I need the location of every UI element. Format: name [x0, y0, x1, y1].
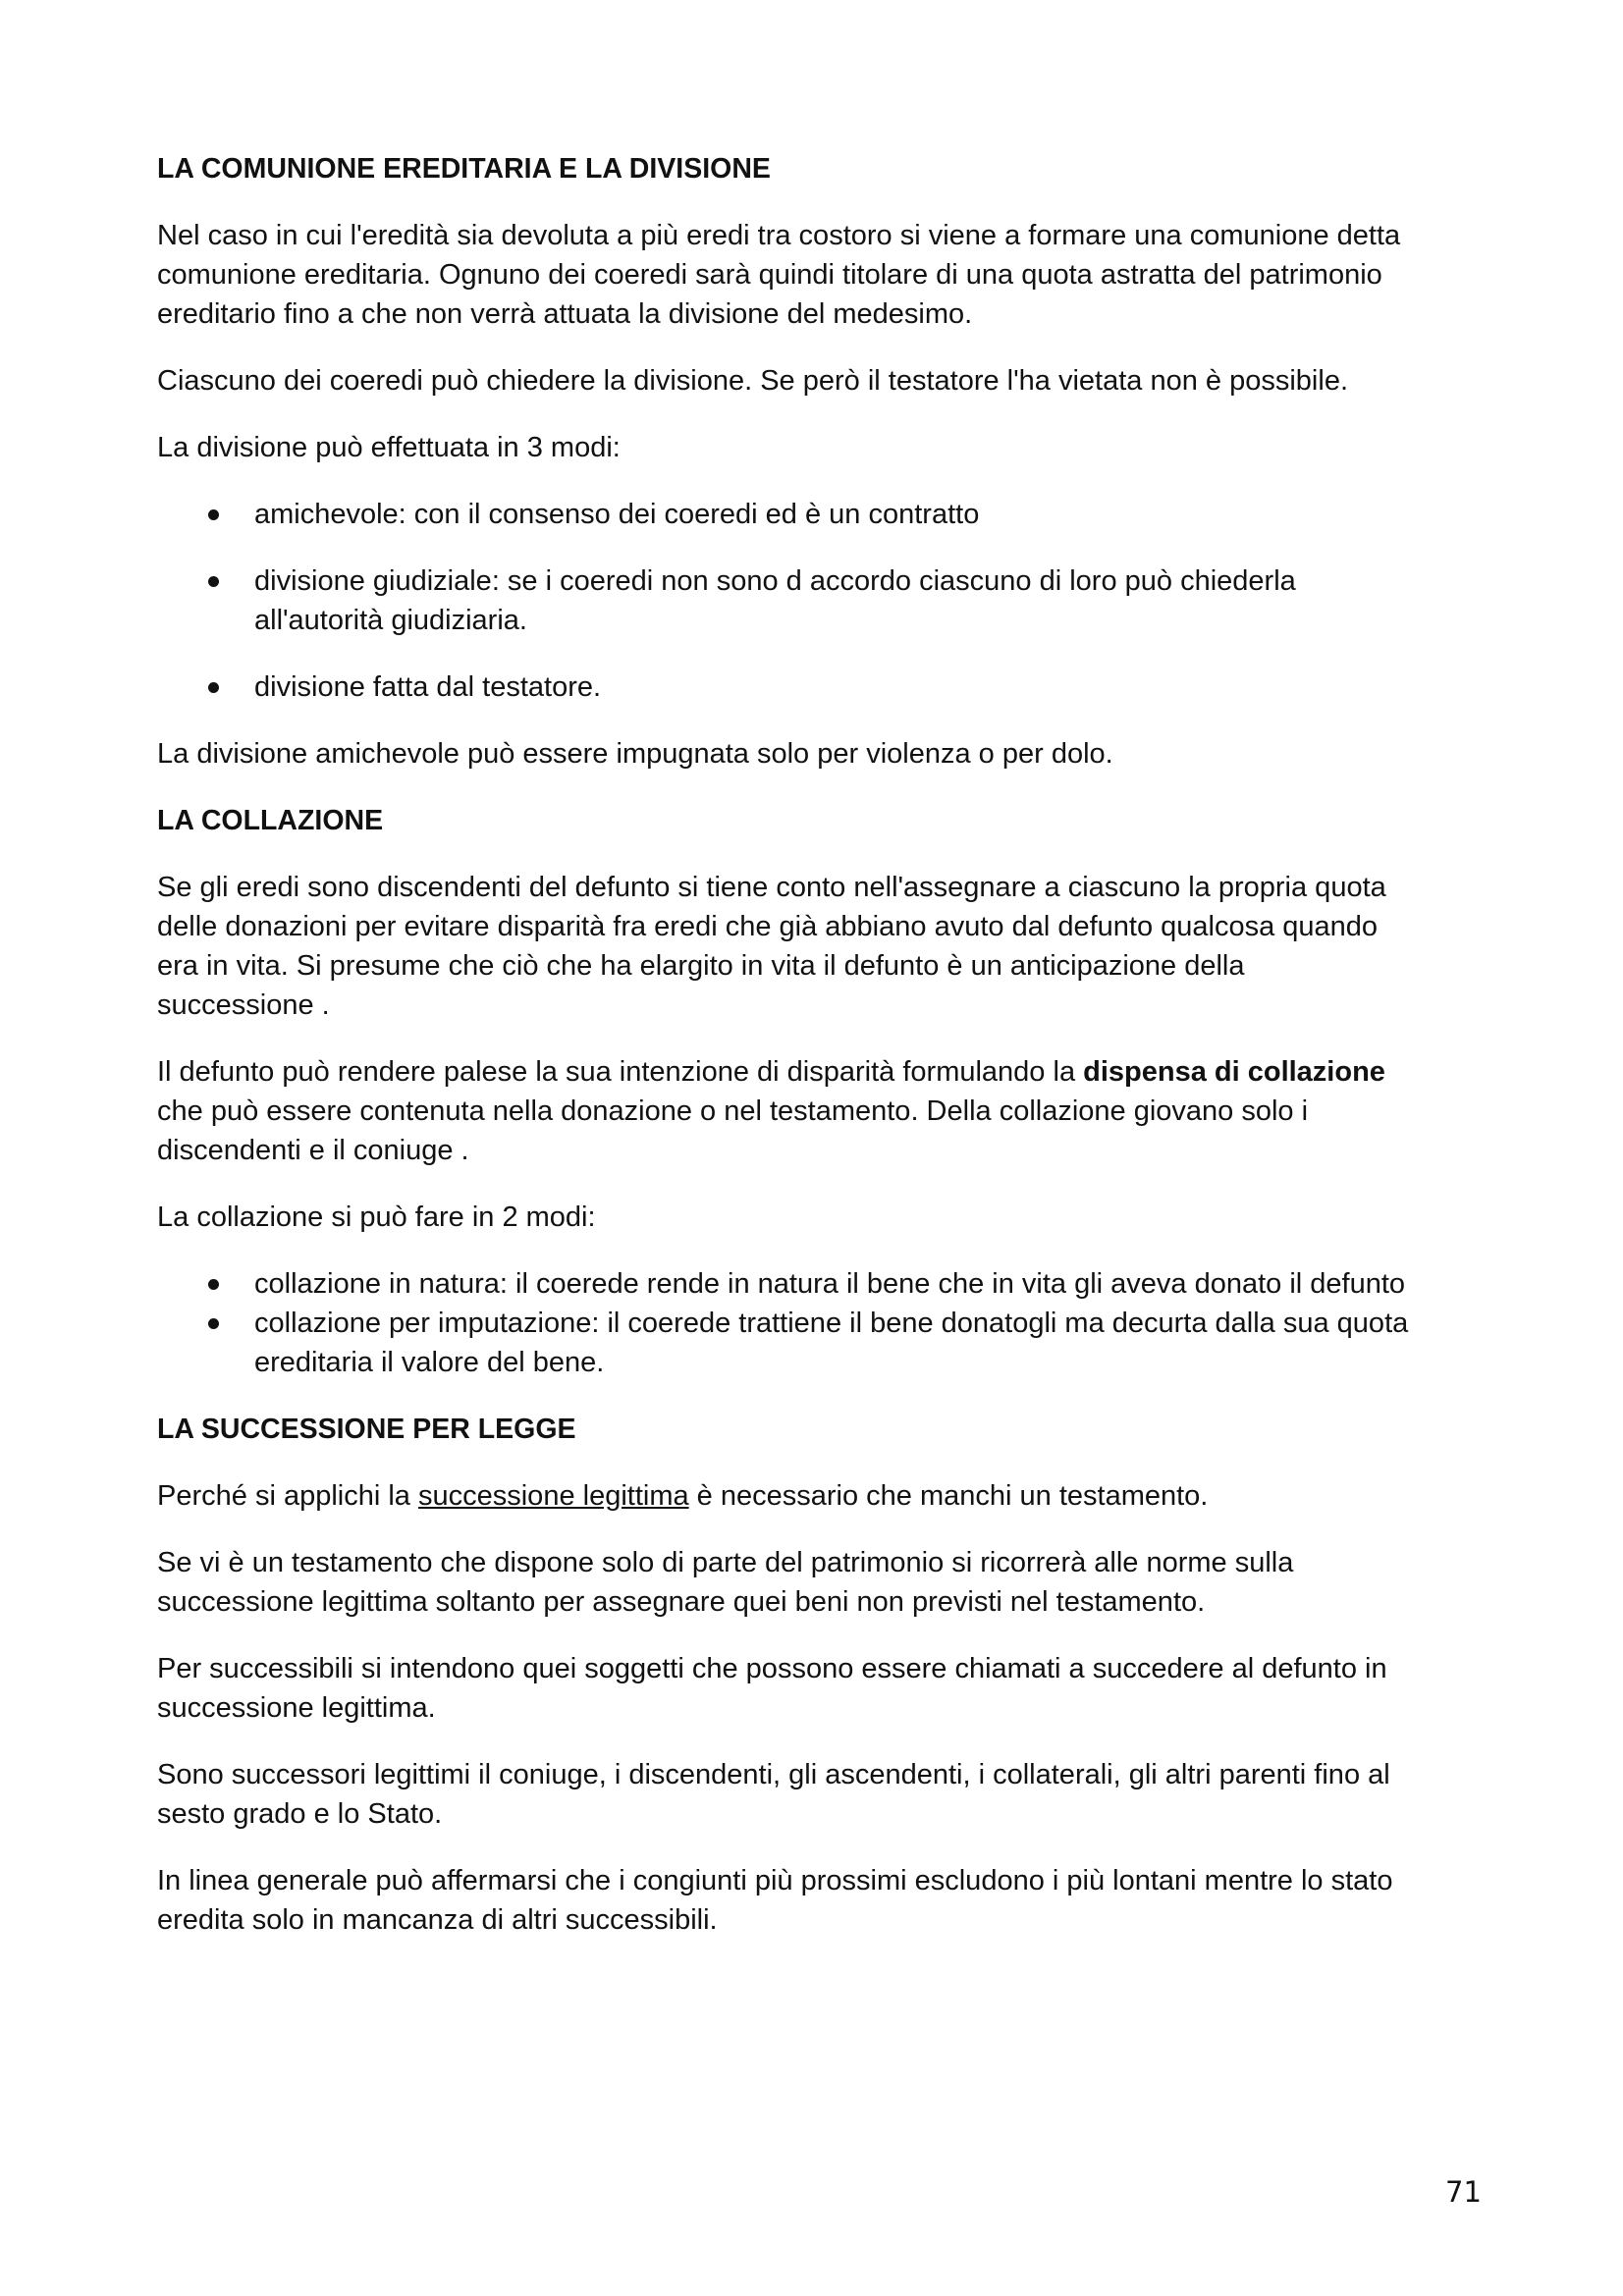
text-line: Se vi è un testamento che dispone solo di parte del patrimonio si ricorrerà alle norme sulla — [157, 1547, 1294, 1578]
text-line: Sono successori legittimi il coniuge, i discendenti, gli ascendenti, i collaterali, gli altri parenti fino al — [157, 1759, 1390, 1790]
text-line: eredita solo in mancanza di altri successibili. — [157, 1904, 718, 1936]
list-item — [157, 561, 1492, 640]
paragraph — [157, 868, 1492, 1025]
text-line: Se gli eredi sono discendenti del defunto si tiene conto nell'assegnare a ciascuno la propria quota — [157, 872, 1386, 903]
bullet-icon — [208, 576, 219, 587]
underlined-term: successione legittima — [417, 1480, 689, 1512]
list-item — [157, 495, 1492, 534]
text-line: che può essere contenuta nella donazione o nel testamento. Della collazione giovano solo i — [157, 1095, 1309, 1127]
text-line: divisione giudiziale: se i coeredi non sono d accordo ciascuno di loro può chiederla — [254, 565, 1296, 597]
text-line: Per successibili si intendono quei soggetti che possono essere chiamati a succedere al defunto in — [157, 1653, 1387, 1684]
text-line: amichevole: con il consenso dei coeredi ed è un contratto — [254, 499, 980, 530]
document-page — [157, 149, 1492, 1967]
list-item — [157, 667, 1492, 707]
text-line — [157, 1052, 1492, 1092]
bullet-list — [157, 1264, 1492, 1382]
bold-term: dispensa di collazione — [1083, 1056, 1385, 1088]
paragraph — [157, 1198, 1492, 1237]
text-line: ereditario fino a che non verrà attuata la divisione del medesimo. — [157, 298, 973, 330]
text-line — [157, 1476, 1492, 1516]
bullet-icon — [208, 509, 219, 520]
text-line: Ciascuno dei coeredi può chiedere la divisione. Se però il testatore l'ha vietata non è possibile. — [157, 365, 1349, 397]
text-line: sesto grado e lo Stato. — [157, 1798, 443, 1830]
paragraph — [157, 734, 1492, 774]
text-line: La divisione può effettuata in 3 modi: — [157, 432, 621, 463]
text-line: collazione per imputazione: il coerede trattiene il bene donatogli ma decurta dalla sua quota — [254, 1308, 1409, 1339]
text-span: Perché si applichi la — [157, 1480, 418, 1512]
list-item — [157, 1304, 1492, 1382]
bullet-icon — [208, 1279, 219, 1290]
text-line: La collazione si può fare in 2 modi: — [157, 1201, 596, 1233]
text-span: è necessario che manchi un testamento. — [688, 1480, 1209, 1512]
paragraph — [157, 1755, 1492, 1834]
bullet-icon — [208, 1318, 219, 1329]
bullet-list — [157, 495, 1492, 707]
bullet-icon — [208, 682, 219, 693]
text-line: successione legittima soltanto per assegnare quei beni non previsti nel testamento. — [157, 1586, 1206, 1618]
text-line: In linea generale può affermarsi che i congiunti più prossimi escludono i più lontani mentre lo stato — [157, 1865, 1393, 1896]
text-line: collazione in natura: il coerede rende in natura il bene che in vita gli aveva donato il defunto — [254, 1268, 1406, 1300]
text-line: discendenti e il coniuge . — [157, 1135, 469, 1166]
paragraph — [157, 1543, 1492, 1622]
page-number: 71 — [1445, 2175, 1482, 2209]
text-line: era in vita. Si presume che ciò che ha elargito in vita il defunto è un anticipazione della — [157, 950, 1245, 982]
text-line: Nel caso in cui l'eredità sia devoluta a più eredi tra costoro si viene a formare una comunione detta — [157, 220, 1401, 251]
section-heading: LA COMUNIONE EREDITARIA E LA DIVISIONE — [157, 153, 771, 185]
paragraph — [157, 1649, 1492, 1728]
paragraph — [157, 1476, 1492, 1516]
paragraph — [157, 1052, 1492, 1170]
paragraph — [157, 361, 1492, 400]
text-line: La divisione amichevole può essere impugnata solo per violenza o per dolo. — [157, 738, 1113, 770]
section-heading: LA COLLAZIONE — [157, 805, 384, 836]
text-line: comunione ereditaria. Ognuno dei coeredi sarà quindi titolare di una quota astratta del patrimonio — [157, 259, 1382, 291]
list-item — [157, 1264, 1492, 1304]
text-line: ereditaria il valore del bene. — [254, 1347, 605, 1378]
text-line: successione legittima. — [157, 1692, 436, 1724]
text-line: delle donazioni per evitare disparità fra eredi che già abbiano avuto dal defunto qualcosa quando — [157, 911, 1379, 942]
text-line: divisione fatta dal testatore. — [254, 671, 602, 703]
section-heading: LA SUCCESSIONE PER LEGGE — [157, 1414, 576, 1445]
text-line: successione . — [157, 989, 330, 1021]
paragraph — [157, 428, 1492, 467]
text-span: Il defunto può rendere palese la sua intenzione di disparità formulando la — [157, 1056, 1084, 1088]
paragraph — [157, 216, 1492, 334]
text-line: all'autorità giudiziaria. — [254, 605, 527, 636]
paragraph — [157, 1861, 1492, 1940]
